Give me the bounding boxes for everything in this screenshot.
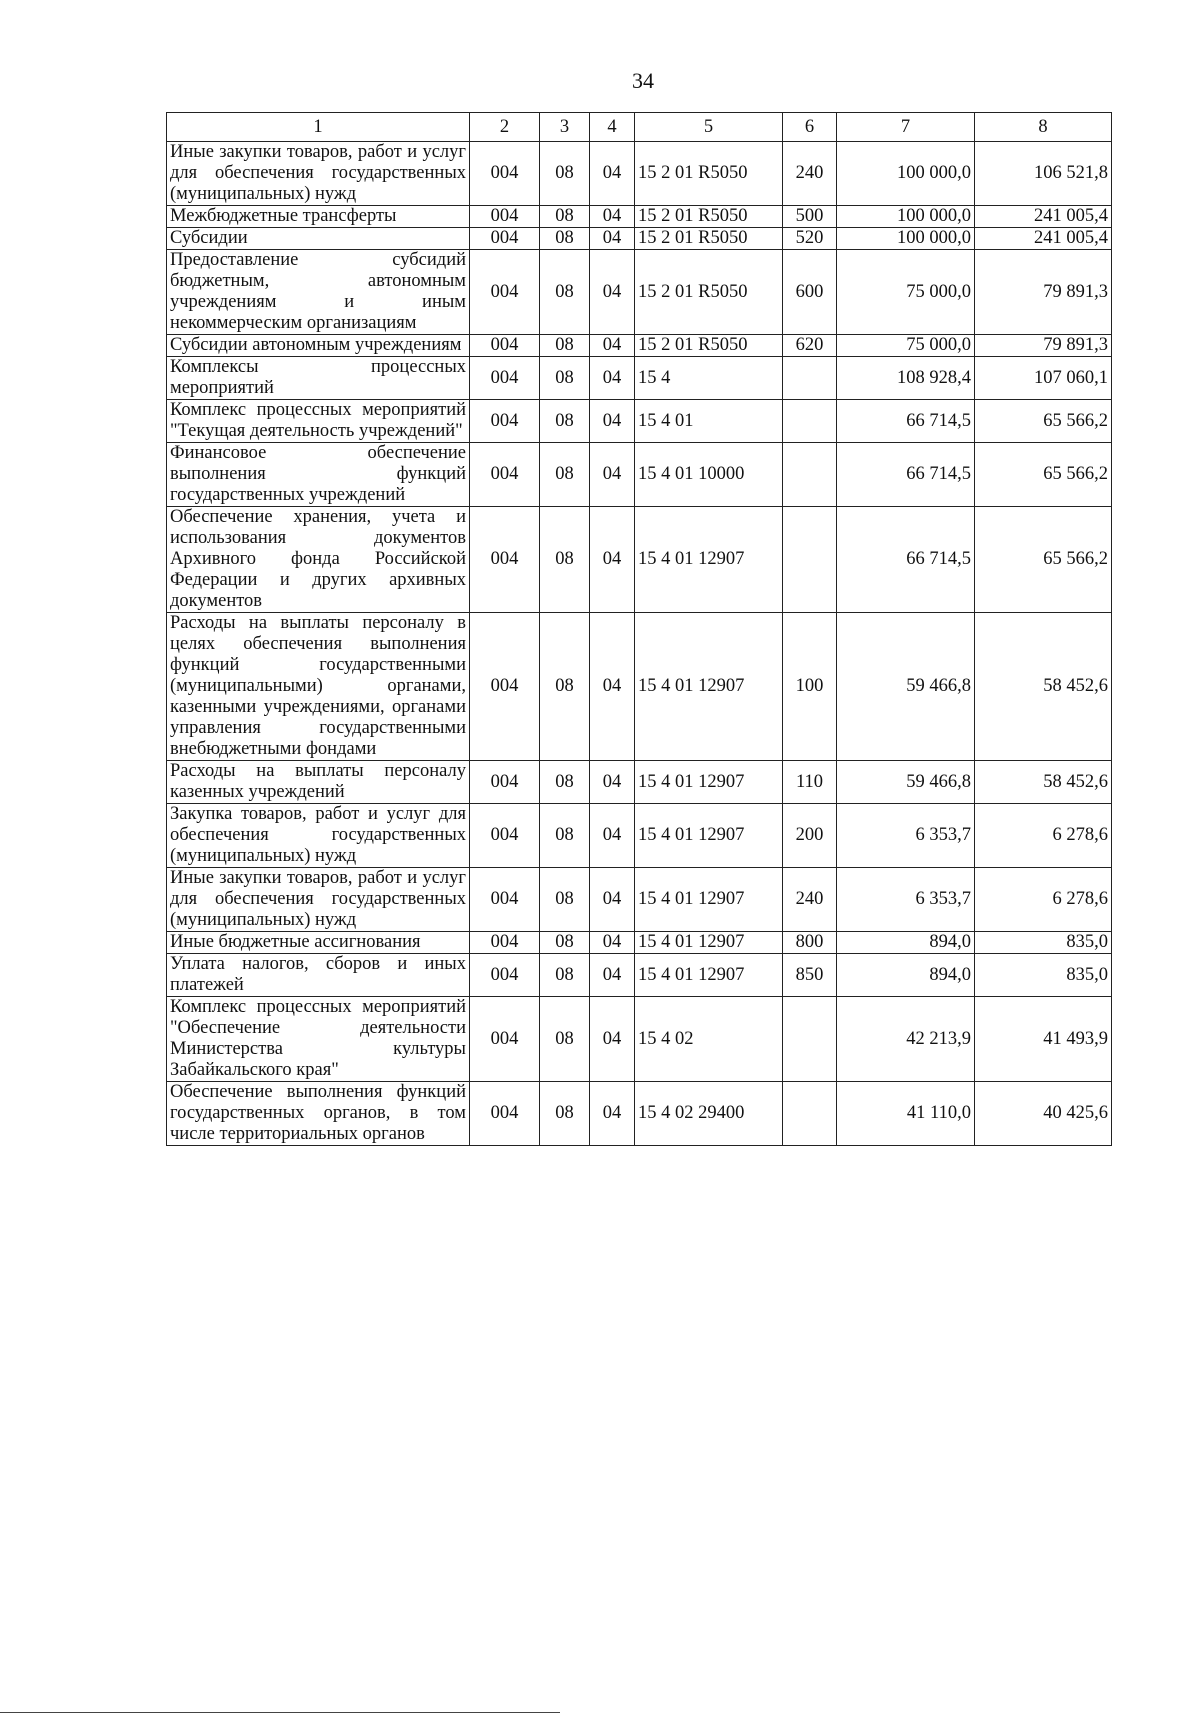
row-cell: 850 <box>783 954 837 997</box>
row-cell: 004 <box>470 932 540 954</box>
row-cell: 58 452,6 <box>975 761 1112 804</box>
row-cell: 08 <box>540 142 590 206</box>
row-cell: 08 <box>540 507 590 613</box>
row-cell: 04 <box>590 400 635 443</box>
row-cell: 100 000,0 <box>837 142 975 206</box>
row-cell: 004 <box>470 142 540 206</box>
row-cell: 08 <box>540 228 590 250</box>
row-cell: 08 <box>540 954 590 997</box>
table-row <box>167 335 1112 357</box>
row-cell <box>783 997 837 1082</box>
row-cell: 04 <box>590 228 635 250</box>
header-cell: 1 <box>167 113 470 142</box>
row-name: Иные бюджетные ассигнования <box>167 932 470 954</box>
header-cell: 6 <box>783 113 837 142</box>
row-cell: 66 714,5 <box>837 400 975 443</box>
row-cell: 15 4 01 12907 <box>635 507 783 613</box>
row-name: Межбюджетные трансферты <box>167 206 470 228</box>
row-cell: 15 2 01 R5050 <box>635 335 783 357</box>
row-cell: 15 2 01 R5050 <box>635 142 783 206</box>
row-cell: 04 <box>590 206 635 228</box>
row-cell: 08 <box>540 804 590 868</box>
row-cell: 15 4 <box>635 357 783 400</box>
row-name: Расходы на выплаты персоналу в целях обеспечения выполнения функций государственными (муниципальными) органами, казенными учреждениями, органами управления государственными внебюджетными фондами <box>167 613 470 761</box>
row-cell: 004 <box>470 761 540 804</box>
row-cell: 66 714,5 <box>837 443 975 507</box>
row-cell: 79 891,3 <box>975 250 1112 335</box>
row-cell: 800 <box>783 932 837 954</box>
row-cell: 620 <box>783 335 837 357</box>
row-cell: 04 <box>590 954 635 997</box>
row-name: Субсидии автономным учреждениям <box>167 335 470 357</box>
row-cell: 004 <box>470 613 540 761</box>
row-cell: 04 <box>590 507 635 613</box>
row-cell: 08 <box>540 613 590 761</box>
row-name: Комплекс процессных мероприятий "Текущая деятельность учреждений" <box>167 400 470 443</box>
row-name: Закупка товаров, работ и услуг для обеспечения государственных (муниципальных) нужд <box>167 804 470 868</box>
table-row <box>167 804 1112 868</box>
row-cell: 04 <box>590 443 635 507</box>
row-cell: 004 <box>470 250 540 335</box>
row-cell: 42 213,9 <box>837 997 975 1082</box>
row-cell: 08 <box>540 443 590 507</box>
page-number: 34 <box>632 68 654 93</box>
row-cell: 894,0 <box>837 932 975 954</box>
row-name: Предоставление субсидий бюджетным, автономным учреждениям и иным некоммерческим организациям <box>167 250 470 335</box>
row-cell: 15 4 01 12907 <box>635 954 783 997</box>
row-cell: 65 566,2 <box>975 443 1112 507</box>
row-cell: 15 2 01 R5050 <box>635 250 783 335</box>
row-cell: 106 521,8 <box>975 142 1112 206</box>
row-cell: 15 4 01 12907 <box>635 804 783 868</box>
header-cell: 4 <box>590 113 635 142</box>
row-name: Расходы на выплаты персоналу казенных учреждений <box>167 761 470 804</box>
row-cell: 08 <box>540 335 590 357</box>
table-row <box>167 954 1112 997</box>
row-cell: 04 <box>590 868 635 932</box>
table-row <box>167 507 1112 613</box>
row-cell: 04 <box>590 997 635 1082</box>
row-name: Комплексы процессных мероприятий <box>167 357 470 400</box>
row-cell: 08 <box>540 357 590 400</box>
row-cell: 15 4 01 12907 <box>635 868 783 932</box>
row-cell: 04 <box>590 335 635 357</box>
table-row <box>167 613 1112 761</box>
row-cell: 835,0 <box>975 932 1112 954</box>
row-cell: 835,0 <box>975 954 1112 997</box>
row-cell: 04 <box>590 932 635 954</box>
row-cell: 600 <box>783 250 837 335</box>
row-cell: 15 4 02 <box>635 997 783 1082</box>
row-cell: 75 000,0 <box>837 335 975 357</box>
table-row <box>167 250 1112 335</box>
row-cell: 40 425,6 <box>975 1082 1112 1146</box>
table-row <box>167 443 1112 507</box>
row-cell: 6 353,7 <box>837 804 975 868</box>
row-cell: 520 <box>783 228 837 250</box>
row-cell: 15 2 01 R5050 <box>635 228 783 250</box>
row-cell: 59 466,8 <box>837 613 975 761</box>
row-cell: 08 <box>540 250 590 335</box>
row-cell <box>783 400 837 443</box>
row-cell: 15 4 02 29400 <box>635 1082 783 1146</box>
row-cell: 59 466,8 <box>837 761 975 804</box>
table-row <box>167 1082 1112 1146</box>
row-cell: 004 <box>470 868 540 932</box>
row-cell <box>783 1082 837 1146</box>
row-cell: 65 566,2 <box>975 507 1112 613</box>
header-cell: 3 <box>540 113 590 142</box>
row-cell: 004 <box>470 997 540 1082</box>
row-cell: 08 <box>540 761 590 804</box>
row-cell: 08 <box>540 206 590 228</box>
table-row <box>167 932 1112 954</box>
row-cell: 04 <box>590 804 635 868</box>
row-name: Иные закупки товаров, работ и услуг для обеспечения государственных (муниципальных) нужд <box>167 868 470 932</box>
row-cell: 04 <box>590 357 635 400</box>
row-cell: 100 <box>783 613 837 761</box>
row-cell: 6 278,6 <box>975 804 1112 868</box>
row-cell: 6 278,6 <box>975 868 1112 932</box>
row-cell: 08 <box>540 997 590 1082</box>
row-cell: 15 4 01 10000 <box>635 443 783 507</box>
row-cell: 58 452,6 <box>975 613 1112 761</box>
table-row <box>167 400 1112 443</box>
row-cell: 240 <box>783 868 837 932</box>
row-cell: 04 <box>590 250 635 335</box>
row-cell <box>783 507 837 613</box>
row-cell: 240 <box>783 142 837 206</box>
row-name: Обеспечение хранения, учета и использования документов Архивного фонда Российской Федерации и других архивных документов <box>167 507 470 613</box>
table-row <box>167 997 1112 1082</box>
row-cell: 110 <box>783 761 837 804</box>
footer-rule <box>0 1712 560 1713</box>
row-cell: 04 <box>590 1082 635 1146</box>
row-cell: 15 2 01 R5050 <box>635 206 783 228</box>
header-cell: 5 <box>635 113 783 142</box>
row-cell: 08 <box>540 400 590 443</box>
row-cell: 08 <box>540 1082 590 1146</box>
row-cell: 08 <box>540 868 590 932</box>
table-row <box>167 357 1112 400</box>
budget-table <box>166 112 1112 1146</box>
row-name: Уплата налогов, сборов и иных платежей <box>167 954 470 997</box>
row-cell: 75 000,0 <box>837 250 975 335</box>
row-name: Обеспечение выполнения функций государственных органов, в том числе территориальных органов <box>167 1082 470 1146</box>
row-cell: 41 493,9 <box>975 997 1112 1082</box>
row-cell: 004 <box>470 228 540 250</box>
row-cell: 41 110,0 <box>837 1082 975 1146</box>
table-row <box>167 142 1112 206</box>
row-cell: 15 4 01 12907 <box>635 932 783 954</box>
row-cell: 004 <box>470 400 540 443</box>
row-cell: 500 <box>783 206 837 228</box>
row-cell: 894,0 <box>837 954 975 997</box>
row-name: Иные закупки товаров, работ и услуг для обеспечения государственных (муниципальных) нужд <box>167 142 470 206</box>
row-cell: 004 <box>470 335 540 357</box>
row-cell: 241 005,4 <box>975 206 1112 228</box>
row-cell: 004 <box>470 206 540 228</box>
header-cell: 7 <box>837 113 975 142</box>
row-name: Комплекс процессных мероприятий "Обеспечение деятельности Министерства культуры Забайкальского края" <box>167 997 470 1082</box>
row-cell: 004 <box>470 804 540 868</box>
row-cell: 004 <box>470 443 540 507</box>
table-row <box>167 228 1112 250</box>
row-cell: 04 <box>590 613 635 761</box>
row-cell: 004 <box>470 954 540 997</box>
table-row <box>167 206 1112 228</box>
row-cell: 65 566,2 <box>975 400 1112 443</box>
row-cell: 6 353,7 <box>837 868 975 932</box>
row-cell: 15 4 01 12907 <box>635 761 783 804</box>
header-cell: 2 <box>470 113 540 142</box>
row-cell: 108 928,4 <box>837 357 975 400</box>
row-name: Субсидии <box>167 228 470 250</box>
row-cell: 66 714,5 <box>837 507 975 613</box>
row-cell: 15 4 01 12907 <box>635 613 783 761</box>
row-cell <box>783 443 837 507</box>
row-cell <box>783 357 837 400</box>
row-cell: 241 005,4 <box>975 228 1112 250</box>
table-row <box>167 761 1112 804</box>
row-cell: 107 060,1 <box>975 357 1112 400</box>
row-cell: 200 <box>783 804 837 868</box>
row-cell: 79 891,3 <box>975 335 1112 357</box>
row-name: Финансовое обеспечение выполнения функций государственных учреждений <box>167 443 470 507</box>
table-row <box>167 868 1112 932</box>
row-cell: 004 <box>470 507 540 613</box>
row-cell: 04 <box>590 761 635 804</box>
header-cell: 8 <box>975 113 1112 142</box>
row-cell: 004 <box>470 1082 540 1146</box>
row-cell: 004 <box>470 357 540 400</box>
header-row <box>167 113 1112 142</box>
row-cell: 100 000,0 <box>837 206 975 228</box>
row-cell: 04 <box>590 142 635 206</box>
row-cell: 100 000,0 <box>837 228 975 250</box>
row-cell: 15 4 01 <box>635 400 783 443</box>
row-cell: 08 <box>540 932 590 954</box>
